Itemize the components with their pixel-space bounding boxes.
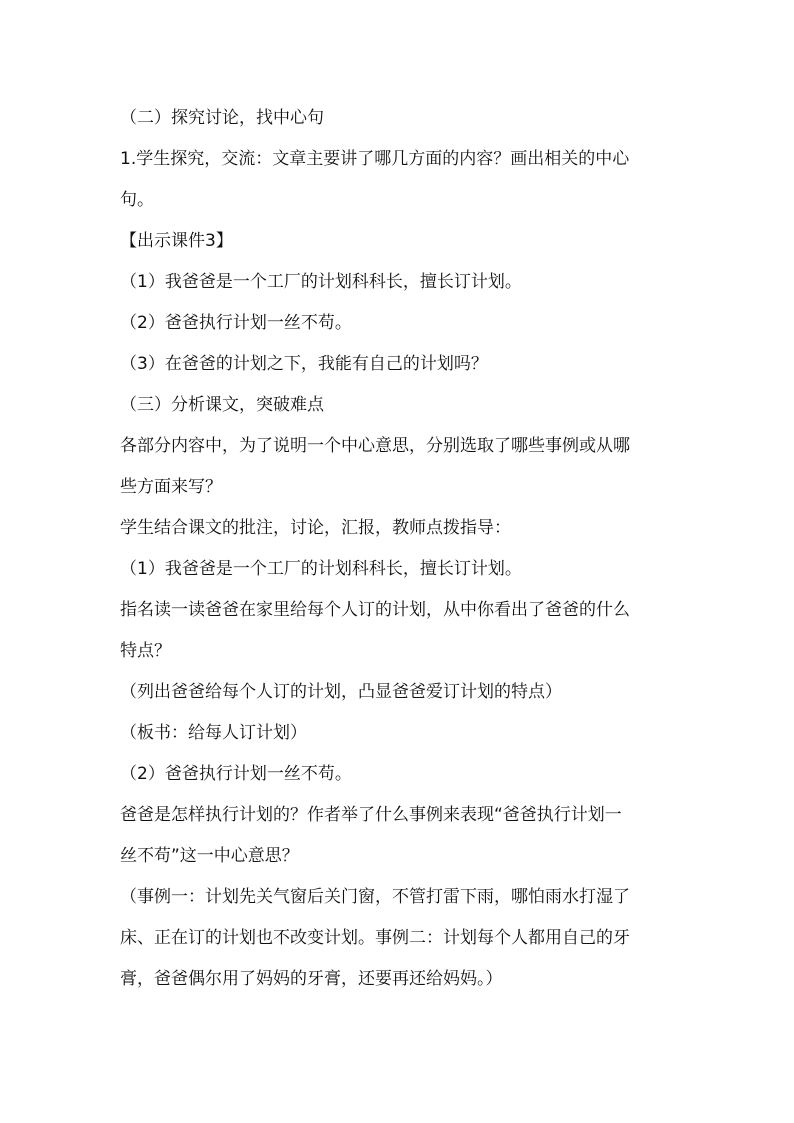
text-line: （1）我爸爸是一个工厂的计划科科长，擅长订计划。	[120, 272, 522, 292]
text-line: 些方面来写？	[120, 477, 222, 497]
text-line: 句。	[120, 190, 154, 210]
text-line: 指名读一读爸爸在家里给每个人订的计划，从中你看出了爸爸的什么	[120, 600, 630, 620]
text-line: （列出爸爸给每个人订的计划，凸显爸爸爱订计划的特点）	[120, 682, 562, 702]
text-line: （事例一：计划先关气窗后关门窗，不管打雷下雨，哪怕雨水打湿了	[120, 887, 630, 907]
text-line: （1）我爸爸是一个工厂的计划科科长，擅长订计划。	[120, 559, 522, 579]
courseware-label: 【出示课件3】	[120, 231, 233, 251]
text-line: 各部分内容中，为了说明一个中心意思，分别选取了哪些事例或从哪	[120, 436, 630, 456]
text-line: 爸爸是怎样执行计划的？作者举了什么事例来表现“爸爸执行计划一	[120, 805, 622, 825]
text-line: （3）在爸爸的计划之下，我能有自己的计划吗？	[120, 354, 488, 374]
text-line: 丝不苟”这一中心意思？	[120, 846, 299, 866]
document-body	[120, 102, 680, 1004]
section-heading-explore: （二）探究讨论，找中心句	[120, 108, 324, 128]
text-line: 学生结合课文的批注，讨论，汇报，教师点拨指导：	[120, 518, 511, 538]
text-line: 膏，爸爸偶尔用了妈妈的牙膏，还要再还给妈妈。）	[120, 969, 503, 989]
text-line: 床、正在订的计划也不改变计划。事例二：计划每个人都用自己的牙	[120, 928, 630, 948]
text-line: 特点？	[120, 641, 171, 661]
text-line: （2）爸爸执行计划一丝不苟。	[120, 764, 352, 784]
section-heading-analyze: （三）分析课文，突破难点	[120, 395, 324, 415]
board-note: （板书：给每人订计划）	[120, 723, 307, 743]
text-line: 1.学生探究，交流：文章主要讲了哪几方面的内容？画出相关的中心	[120, 149, 630, 169]
text-line: （2）爸爸执行计划一丝不苟。	[120, 313, 352, 333]
